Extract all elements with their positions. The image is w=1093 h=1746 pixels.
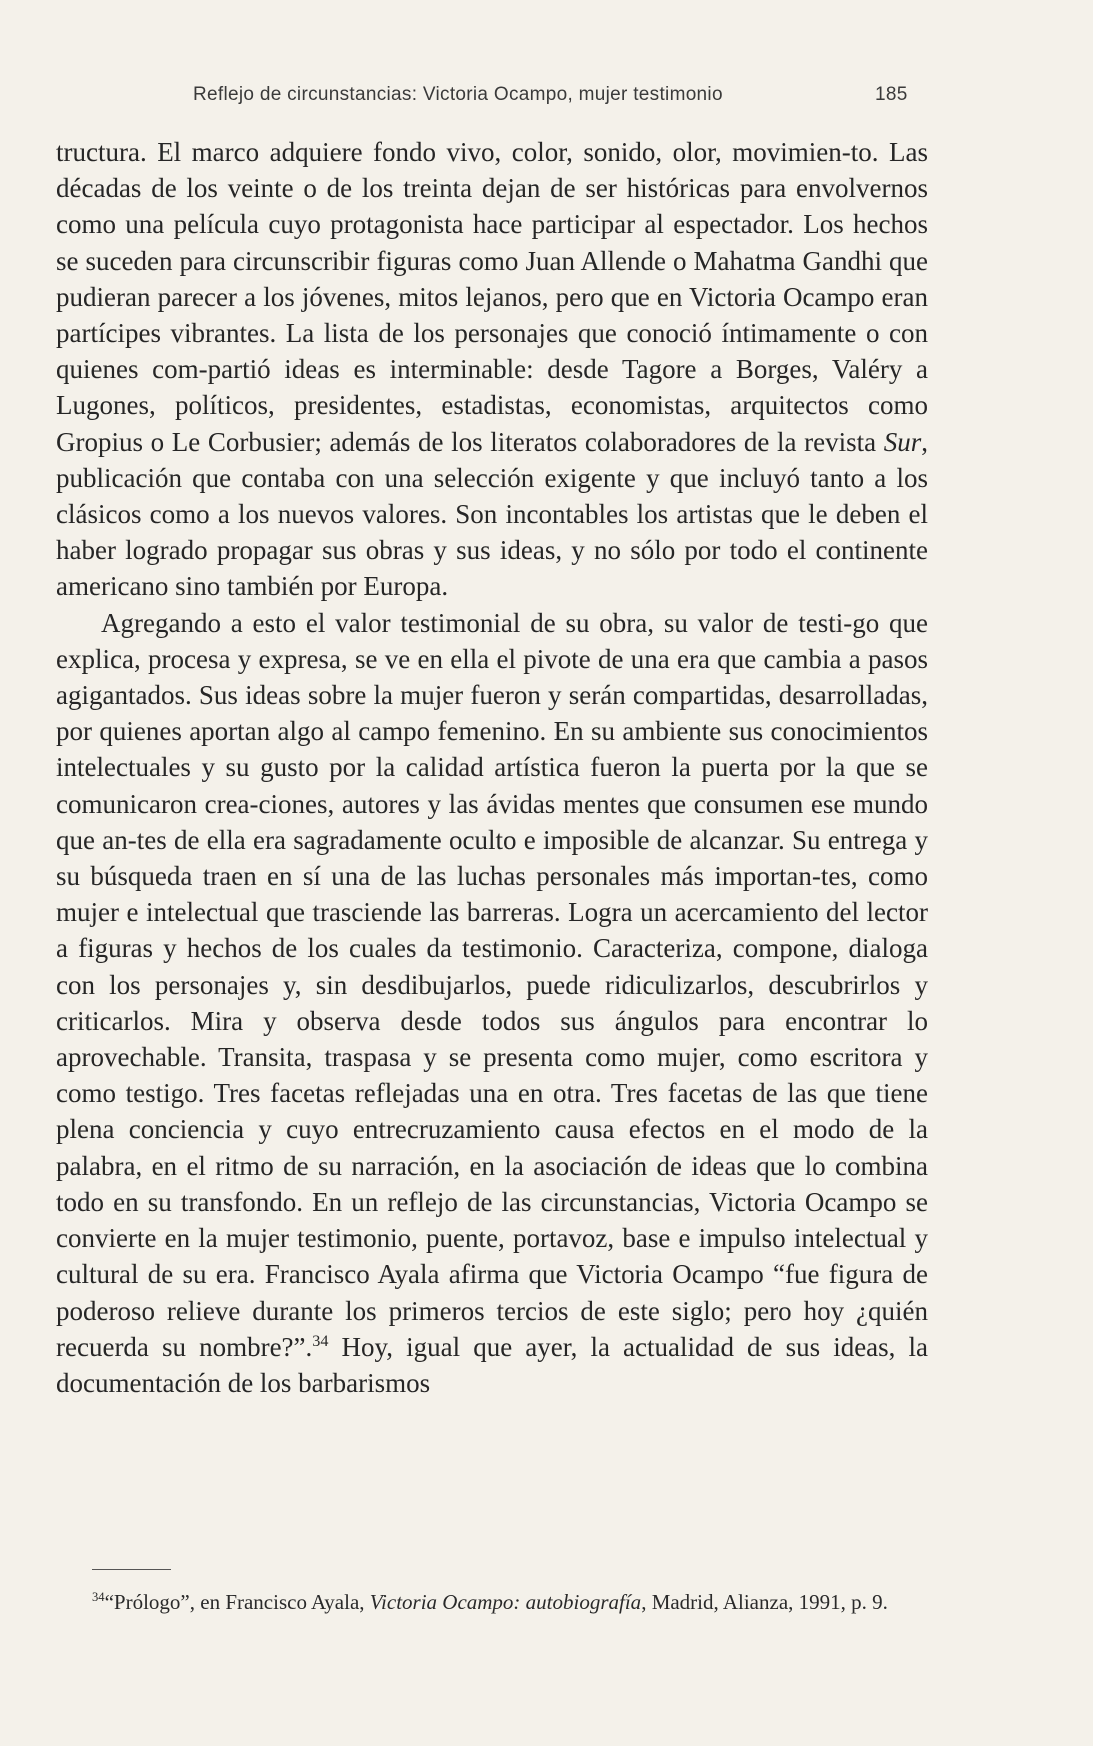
- footnote-reference: 34: [312, 1331, 329, 1350]
- paragraph-2: [56, 605, 928, 1401]
- running-header: [55, 84, 928, 112]
- footnote-divider: [92, 1569, 171, 1570]
- magazine-title: Sur: [883, 426, 922, 457]
- footnote-lead: [56, 1590, 105, 1614]
- paragraph-1-text-b: , publicación que contaba con una selección exigente y que incluyó tanto a los clásicos como a los nuevos valores. Son incontables los artistas que le deben el haber logrado propagar sus obras y sus ideas, y no sólo por todo el continente americano sino también por Europa.: [56, 426, 928, 602]
- footnote-text-b: , Madrid, Alianza, 1991, p. 9.: [641, 1590, 888, 1614]
- footnote: [56, 1588, 928, 1617]
- footnote-text-a: “Prólogo”, en Francisco Ayala,: [104, 1590, 370, 1614]
- footnote-number: 34: [92, 1590, 105, 1604]
- footnote-book-title: Victoria Ocampo: autobiografía: [369, 1590, 642, 1614]
- body-text: [56, 134, 928, 1401]
- paragraph-2-text-b: Hoy, igual que ayer, la actualidad de sus ideas, la documentación de los barbarismos: [56, 1331, 928, 1398]
- paragraph-1: [56, 134, 928, 605]
- paragraph-2-text-a: Agregando a esto el valor testimonial de su obra, su valor de testi-go que explica, procesa y expresa, se ve en ella el pivote de una era que cambia a pasos agigantados. Sus ideas sobre la mujer fueron y serán compartidas, desarrolladas, por quienes aportan algo al campo femenino. En su ambiente sus conocimientos intelectuales y su gusto por la calidad artística fueron la puerta por la que se comunicaron crea-ciones, autores y las ávidas mentes que consumen ese mundo que an-tes de ella era sagradamente oculto e imposible de alcanzar. Su entrega y su búsqueda traen en sí una de las luchas personales más importan-tes, como mujer e intelectual que trasciende las barreras. Logra un acercamiento del lector a figuras y hechos de los cuales da testimonio. Caracteriza, compone, dialoga con los personajes y, sin desdibujarlos, puede ridiculizarlos, descubrirlos y criticarlos. Mira y observa desde todos sus ángulos para encontrar lo aprovechable. Transita, traspasa y se presenta como mujer, como escritora y como testigo. Tres facetas reflejadas una en otra. Tres facetas de las que tiene plena conciencia y cuyo entrecruzamiento causa efectos en el modo de la palabra, en el ritmo de su narración, en la asociación de ideas que lo combina todo en su transfondo. En un reflejo de las circunstancias, Victoria Ocampo se convierte en la mujer testimonio, puente, portavoz, base e impulso intelectual y cultural de su era. Francisco Ayala afirma que Victoria Ocampo “fue figura de poderoso relieve durante los primeros tercios de este siglo; pero hoy ¿quién recuerda su nombre?”.: [56, 607, 928, 1362]
- running-title: Reflejo de circunstancias: Victoria Ocampo, mujer testimonio: [193, 84, 723, 105]
- paragraph-1-text-a: tructura. El marco adquiere fondo vivo, color, sonido, olor, movimien-to. Las décadas de los veinte o de los treinta dejan de ser históricas para envolvernos como una película cuyo protagonista hace participar al espectador. Los hechos se suceden para circunscribir figuras como Juan Allende o Mahatma Gandhi que pudieran parecer a los jóvenes, mitos lejanos, pero que en Victoria Ocampo eran partícipes vibrantes. La lista de los personajes que conoció íntimamente o con quienes com-partió ideas es interminable: desde Tagore a Borges, Valéry a Lugones, políticos, presidentes, estadistas, economistas, arquitectos como Gropius o Le Corbusier; además de los literatos colaboradores de la revista: [56, 137, 928, 457]
- page-number: 185: [875, 84, 908, 105]
